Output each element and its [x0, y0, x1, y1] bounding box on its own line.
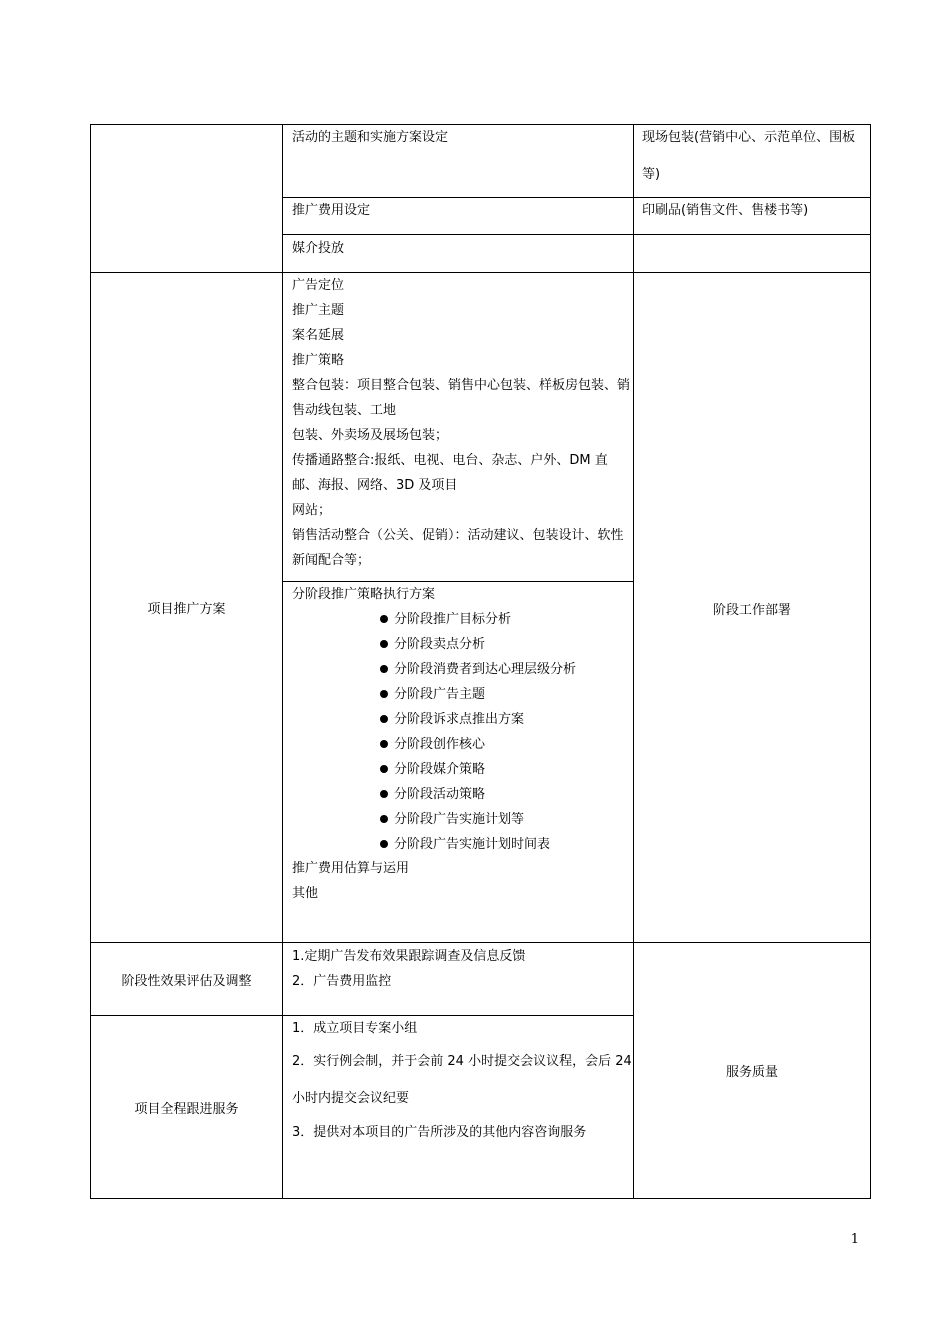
bullet-item: 分阶段活动策略: [380, 786, 485, 804]
r34-col3-text: 服务质量: [725, 1065, 778, 1080]
r1-col3-line-1: 现场包装(营销中心、示范单位、围板: [642, 130, 856, 145]
r1-col3-line-3: 印刷品(销售文件、售楼书等): [642, 203, 809, 218]
r4-col2-line-1: 1．成立项目专案小组: [292, 1021, 418, 1036]
r1-col2-line-3: 媒介投放: [292, 241, 345, 256]
bullet-item: 分阶段推广目标分析: [380, 611, 511, 629]
r2-top-line-1: 广告定位: [292, 278, 345, 293]
r2-top-line-5: 整合包装：项目整合包装、销售中心包装、样板房包装、销: [292, 378, 631, 393]
r3-col2-line-1: 1.定期广告发布效果跟踪调查及信息反馈: [292, 949, 526, 964]
bullet-dot-icon: [380, 665, 388, 673]
service-table: [90, 124, 871, 1199]
r2-label-text: 项目推广方案: [147, 602, 226, 617]
r3-label: [90, 942, 283, 1016]
r2-top-line-4: 推广策略: [292, 353, 345, 368]
bullet-item: 分阶段广告主题: [380, 686, 485, 704]
bullet-dot-icon: [380, 640, 388, 648]
r3-label-text: 阶段性效果评估及调整: [121, 973, 252, 989]
r2-bottom-title: 分阶段推广策略执行方案: [292, 587, 436, 602]
r2-label: [90, 272, 283, 943]
bullet-item: 分阶段媒介策略: [380, 761, 485, 779]
r2-top-line-10: 网站；: [292, 503, 332, 518]
bullet-dot-icon: [380, 615, 388, 623]
r2-top-line-2: 推广主题: [292, 303, 345, 318]
r4-col2-line-3: 小时内提交会议纪要: [292, 1091, 410, 1106]
row2-inner-divider: [282, 581, 634, 582]
r2-top-line-6: 售动线包装、工地: [292, 403, 397, 418]
r2-top-line-8: 传播通路整合:报纸、电视、电台、杂志、户外、DM 直: [292, 453, 608, 468]
r3-col2-line-2: 2．广告费用监控: [292, 974, 392, 989]
bullet-item: 分阶段广告实施计划时间表: [380, 836, 550, 854]
bullet-item: 分阶段消费者到达心理层级分析: [380, 661, 576, 679]
r4-label-text: 项目全程跟进服务: [134, 1101, 239, 1117]
bullet-dot-icon: [380, 740, 388, 748]
bullet-item: 分阶段卖点分析: [380, 636, 485, 654]
bullet-dot-icon: [380, 815, 388, 823]
page-number: 1: [850, 1232, 859, 1247]
r2-col3: [633, 599, 871, 619]
bullet-dot-icon: [380, 790, 388, 798]
r4-label: [90, 1015, 283, 1199]
r4-col2-line-4: 3．提供对本项目的广告所涉及的其他内容咨询服务: [292, 1125, 587, 1140]
row1-divider-a: [282, 197, 871, 198]
r2-top-line-12: 新闻配合等；: [292, 553, 371, 568]
row1-divider-b: [282, 234, 871, 235]
r1-col3-line-2: 等): [642, 167, 661, 182]
r2-top-line-9: 邮、海报、网络、3D 及项目: [292, 478, 458, 493]
r1-col2-line-1: 活动的主题和实施方案设定: [292, 130, 449, 145]
r1-col2-line-2: 推广费用设定: [292, 203, 371, 218]
r2-top-line-7: 包装、外卖场及展场包装；: [292, 428, 449, 443]
r2-col3-text: 阶段工作部署: [712, 603, 791, 618]
bullet-item: 分阶段创作核心: [380, 736, 485, 754]
r2-top-line-11: 销售活动整合（公关、促销）：活动建议、包装设计、软性: [292, 528, 624, 543]
bullet-item: 分阶段诉求点推出方案: [380, 711, 524, 729]
r2-tail-line-2: 其他: [292, 886, 319, 901]
r2-top-line-3: 案名延展: [292, 328, 345, 343]
r34-col3: [633, 942, 871, 1199]
r2-tail-line-1: 推广费用估算与运用: [292, 861, 410, 876]
bullet-item: 分阶段广告实施计划等: [380, 811, 524, 829]
table-border-top: [90, 124, 871, 125]
bullet-dot-icon: [380, 715, 388, 723]
r4-col2-line-2: 2．实行例会制，并于会前 24 小时提交会议议程，会后 24: [292, 1054, 632, 1069]
bullet-dot-icon: [380, 690, 388, 698]
bullet-dot-icon: [380, 765, 388, 773]
bullet-dot-icon: [380, 840, 388, 848]
